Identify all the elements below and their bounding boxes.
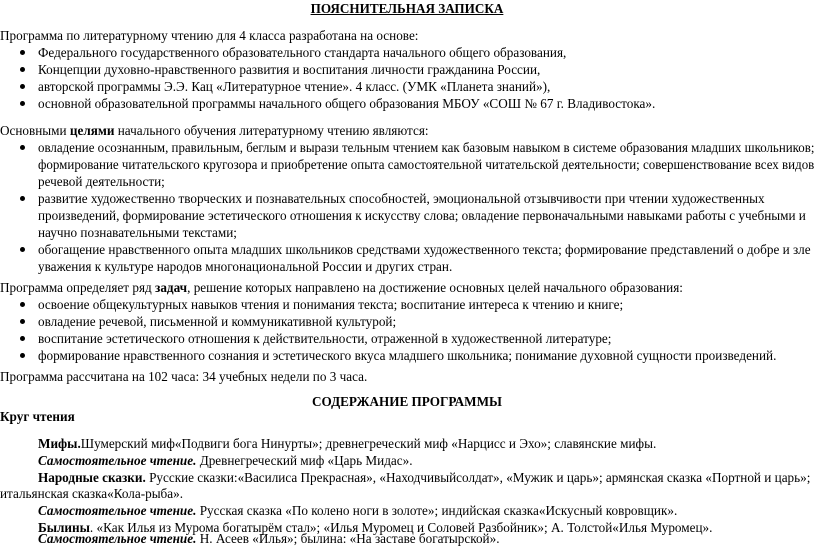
tasks-intro-pre: Программа определяет ряд	[0, 280, 156, 295]
self-reading-text: Древнегреческий миф «Царь Мидас».	[196, 453, 413, 468]
tales-continuation: итальянская сказка«Кола-рыба».	[0, 486, 184, 501]
bullet	[20, 84, 25, 89]
self-reading-text: Русская сказка «По колено ноги в золоте»; индийская сказка«Искусный ковровщик».	[196, 503, 678, 518]
task-item: формирование нравственного сознания и эстетического вкуса младшего школьника; понимание духовной сущности произведений.	[38, 348, 777, 363]
bullet	[20, 336, 25, 341]
byliny-text: . «Как Илья из Мурома богатырём стал»; «Илья Муромец и Соловей Разбойник»; А. Толстой«Илья Муромец».	[89, 520, 713, 535]
basis-item: Концепции духовно-нравственного развития и воспитания личности гражданина России,	[38, 62, 541, 77]
goal-line: развитие художественно творческих и познавательных способностей, эмоциональной отзывчивости при чтении художественных	[38, 191, 765, 206]
bullet	[20, 145, 25, 150]
self-reading-2	[38, 502, 677, 520]
tales-label: Народные сказки.	[38, 470, 146, 485]
goal-line: формирование читательского кругозора и приобретение опыта самостоятельной читательской деятельности; совершенствование всех видов	[38, 157, 815, 172]
myths-text: Шумерский миф«Подвиги бога Нинурты»; древнегреческий миф «Нарцисс и Эхо»; славянские мифы.	[80, 436, 657, 451]
goal-line: произведений, формирование эстетического отношения к искусству слова; овладение первоначальными навыками работы с учебными и	[38, 208, 806, 223]
section-heading: Круг чтения	[0, 409, 75, 424]
myths-label: Мифы.	[38, 436, 81, 451]
goals-keyword: целями	[69, 123, 115, 138]
intro-text: Программа по литературному чтению для 4 класса разработана на основе:	[0, 28, 419, 43]
task-item: освоение общекультурных навыков чтения и понимания текста; воспитание интереса к чтению и книге;	[38, 297, 624, 312]
tasks-intro-post: , решение которых направлено на достижение основных целей начального образования:	[187, 280, 683, 295]
self-reading-1	[38, 452, 413, 470]
byliny-label: Былины	[38, 520, 90, 535]
tales-text: Русские сказки:«Василиса Прекрасная», «Находчивыйсолдат», «Мужик и царь»; армянская сказка «Портной и царь»;	[145, 470, 811, 485]
bullet	[20, 101, 25, 106]
page-title: ПОЯСНИТЕЛЬНАЯ ЗАПИСКА	[310, 1, 504, 16]
tales-paragraph	[38, 469, 810, 487]
bullet	[20, 196, 25, 201]
self-reading-label: Самостоятельное чтение.	[38, 503, 197, 518]
basis-item: основной образовательной программы начального общего образования МБОУ «СОШ № 67 г. Владивостока».	[38, 96, 656, 111]
goals-intro-pre: Основными	[0, 123, 70, 138]
goal-line: научно познавательными текстами;	[38, 225, 237, 240]
goal-line: овладение осознанным, правильным, беглым и вырази тельным чтением как базовым навыком в системе образования младших школьников;	[38, 140, 815, 155]
bullet	[20, 302, 25, 307]
bullet	[20, 50, 25, 55]
bullet	[20, 353, 25, 358]
hours-text: Программа рассчитана на 102 часа: 34 учебных недели по 3 часа.	[0, 369, 368, 384]
goal-line: обогащение нравственного опыта младших школьников средствами художественного текста; формирование представлений о добре и зле	[38, 242, 811, 257]
goals-intro	[0, 122, 429, 140]
self-reading-label: Самостоятельное чтение.	[38, 531, 197, 546]
basis-item: Федерального государственного образовательного стандарта начального общего образования,	[38, 45, 567, 60]
basis-item: авторской программы Э.Э. Кац «Литературное чтение». 4 класс. (УМК «Планета знаний»),	[38, 79, 551, 94]
goal-line: уважения к культуре народов многонациональной России и других стран.	[38, 259, 453, 274]
self-reading-label: Самостоятельное чтение.	[38, 453, 197, 468]
goals-intro-post: начального обучения литературному чтению являются:	[114, 123, 429, 138]
tasks-keyword: задач	[155, 280, 188, 295]
content-title: СОДЕРЖАНИЕ ПРОГРАММЫ	[312, 394, 502, 409]
myths-paragraph	[38, 435, 656, 453]
self-reading-3	[38, 530, 500, 548]
goal-line: речевой деятельности;	[38, 174, 165, 189]
bullet	[20, 319, 25, 324]
bullet	[20, 67, 25, 72]
tasks-intro	[0, 279, 683, 297]
task-item: овладение речевой, письменной и коммуникативной культурой;	[38, 314, 397, 329]
bullet	[20, 247, 25, 252]
self-reading-text: Н. Асеев «Илья»; былина: «На заставе богатырской».	[196, 531, 500, 546]
task-item: воспитание эстетического отношения к действительности, отраженной в художественной литературе;	[38, 331, 612, 346]
